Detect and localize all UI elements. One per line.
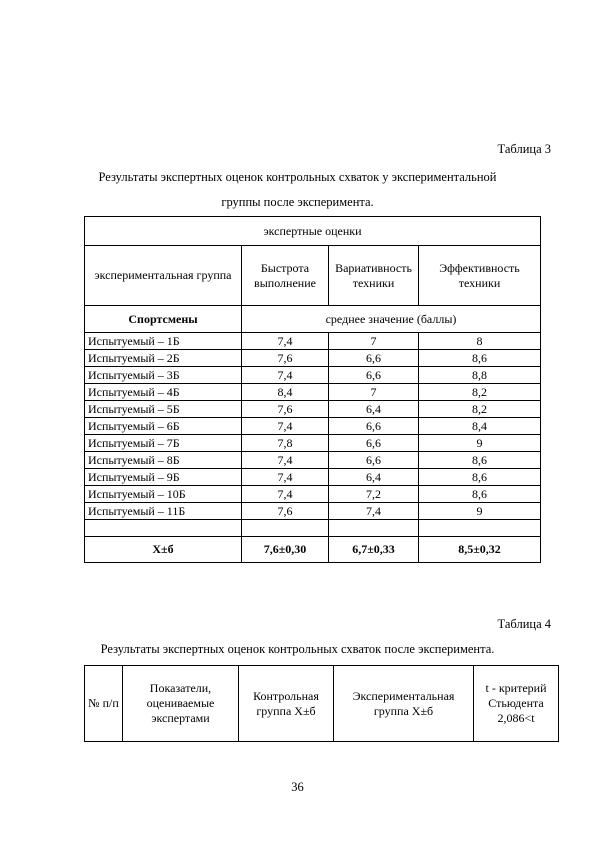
table-row [85,333,541,350]
row-speed: 7,4 [242,418,329,435]
header-experimental-group: Экспериментальная группа Х±б [334,666,474,742]
total-row [85,537,541,563]
table3-title-line1: Результаты экспертных оценок контрольных схваток у экспериментальной [98,170,497,184]
row-variability: 6,4 [329,469,419,486]
table3-label: Таблица 3 [497,142,551,156]
row-effectiveness: 9 [419,435,541,452]
row-label: Испытуемый – 8Б [85,452,242,469]
row-label: Испытуемый – 1Б [85,333,242,350]
empty-cell [329,520,419,537]
table-row [85,469,541,486]
row-label: Испытуемый – 9Б [85,469,242,486]
empty-row [85,520,541,537]
row-variability: 7,4 [329,503,419,520]
row-label: Испытуемый – 11Б [85,503,242,520]
header-effectiveness: Эффективность техники [419,246,541,306]
table3-title-line2: группы после эксперимента. [221,195,374,209]
row-speed: 7,6 [242,503,329,520]
table-row [85,418,541,435]
row-speed: 7,4 [242,486,329,503]
row-variability: 7 [329,333,419,350]
total-label: Х±б [85,537,242,563]
header-expert-scores: экспертные оценки [85,217,541,246]
row-label: Испытуемый – 4Б [85,384,242,401]
row-label: Испытуемый – 5Б [85,401,242,418]
row-effectiveness: 8,2 [419,401,541,418]
table-row [85,503,541,520]
header-control-group: Контрольная группа Х±б [239,666,334,742]
row-variability: 6,6 [329,418,419,435]
row-effectiveness: 8,6 [419,469,541,486]
table3 [84,216,541,563]
row-speed: 7,4 [242,452,329,469]
row-effectiveness: 9 [419,503,541,520]
row-label: Испытуемый – 2Б [85,350,242,367]
row-variability: 6,4 [329,401,419,418]
header-athletes: Спортсмены [85,306,242,333]
table-row [85,435,541,452]
total-variability: 6,7±0,33 [329,537,419,563]
empty-cell [85,520,242,537]
empty-cell [419,520,541,537]
row-speed: 7,8 [242,435,329,452]
row-effectiveness: 8 [419,333,541,350]
row-label: Испытуемый – 6Б [85,418,242,435]
empty-cell [242,520,329,537]
row-effectiveness: 8,6 [419,350,541,367]
row-speed: 8,4 [242,384,329,401]
row-effectiveness: 8,2 [419,384,541,401]
row-speed: 7,6 [242,401,329,418]
row-speed: 7,4 [242,469,329,486]
row-label: Испытуемый – 10Б [85,486,242,503]
table4-header-row [85,666,559,742]
header-number: № п/п [85,666,123,742]
row-variability: 7 [329,384,419,401]
row-label: Испытуемый – 7Б [85,435,242,452]
table-row [85,367,541,384]
total-effectiveness: 8,5±0,32 [419,537,541,563]
row-variability: 7,2 [329,486,419,503]
table4 [84,665,559,742]
row-effectiveness: 8,6 [419,452,541,469]
table-row [85,452,541,469]
row-effectiveness: 8,6 [419,486,541,503]
header-variability: Вариативность техники [329,246,419,306]
row-variability: 6,6 [329,367,419,384]
row-effectiveness: 8,8 [419,367,541,384]
table-row [85,384,541,401]
row-variability: 6,6 [329,452,419,469]
row-variability: 6,6 [329,435,419,452]
table-row [85,401,541,418]
page-number: 36 [291,780,304,794]
row-label: Испытуемый – 3Б [85,367,242,384]
total-speed: 7,6±0,30 [242,537,329,563]
row-speed: 7,4 [242,367,329,384]
table-row [85,486,541,503]
header-mean-value: среднее значение (баллы) [242,306,541,333]
table-row [85,350,541,367]
header-student-t: t - критерий Стьюдента 2,086<t [474,666,559,742]
header-indicators: Показатели, оцениваемые экспертами [123,666,239,742]
header-speed: Быстрота выполнение [242,246,329,306]
row-effectiveness: 8,4 [419,418,541,435]
table4-title: Результаты экспертных оценок контрольных схваток после эксперимента. [100,642,495,656]
table4-label: Таблица 4 [497,617,551,631]
row-speed: 7,6 [242,350,329,367]
header-experimental-group: экспериментальная группа [85,246,242,306]
row-variability: 6,6 [329,350,419,367]
row-speed: 7,4 [242,333,329,350]
